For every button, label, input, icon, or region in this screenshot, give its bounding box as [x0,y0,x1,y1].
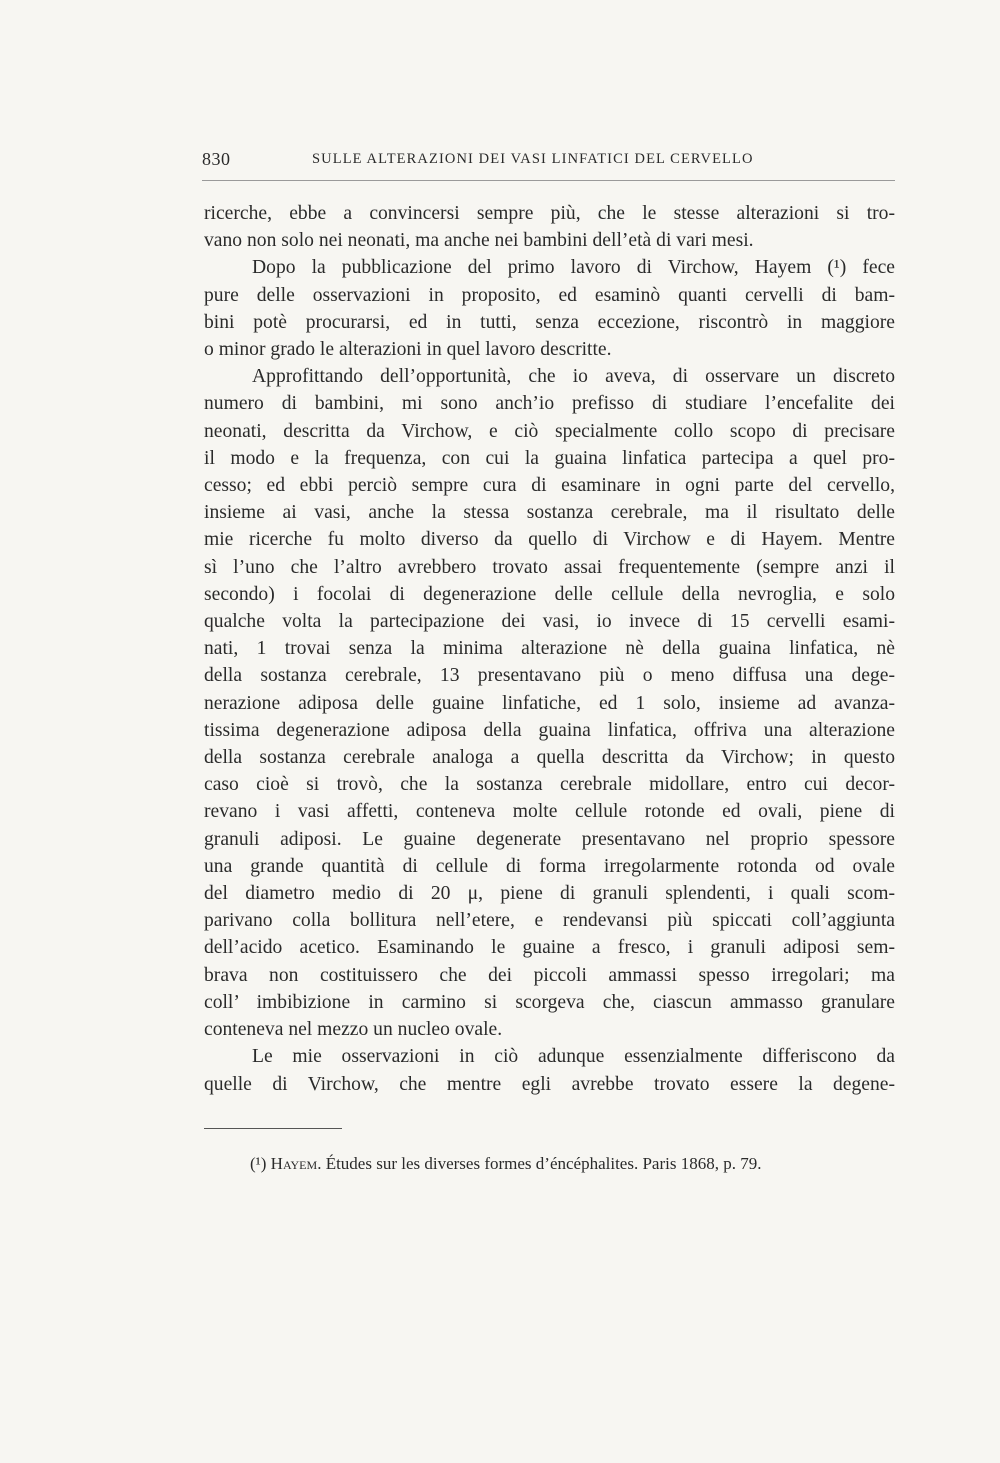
header-rule [202,180,895,181]
footnote [250,1154,761,1174]
running-head: SULLE ALTERAZIONI DEI VASI LINFATICI DEL CERVELLO [312,151,754,167]
text-line: nati, 1 trovai senza la minima alterazione nè della guaina linfatica, nè [204,638,895,660]
text-line: secondo) i focolai di degenerazione delle cellule della nevroglia, e solo [204,583,895,605]
page-number: 830 [202,149,231,169]
text-line: Approfittando dell’opportunità, che io aveva, di osservare un discreto [252,366,895,388]
text-line: coll’ imbibizione in carmino si scorgeva che, ciascun ammasso granulare [204,991,895,1013]
text-line: pure delle osservazioni in proposito, ed esaminò quanti cervelli di bam- [204,284,895,306]
text-line: conteneva nel mezzo un nucleo ovale. [204,1019,503,1041]
text-line: nerazione adiposa delle guaine linfatiche, ed 1 solo, insieme ad avanza- [204,692,895,714]
text-line: il modo e la frequenza, con cui la guaina linfatica partecipa a quel pro- [204,447,895,469]
text-line: dell’acido acetico. Esaminando le guaine a fresco, i granuli adiposi sem- [204,937,895,959]
text-line: insieme ai vasi, anche la stessa sostanza cerebrale, ma il risultato delle [204,502,895,524]
text-line: tissima degenerazione adiposa della guaina linfatica, offriva una alterazione [204,719,895,741]
text-line: qualche volta la partecipazione dei vasi, io invece di 15 cervelli esami- [204,611,895,633]
text-line: mie ricerche fu molto diverso da quello di Virchow e di Hayem. Mentre [204,529,895,551]
text-line: della sostanza cerebrale, 13 presentavano più o meno diffusa una dege- [204,665,895,687]
text-line: numero di bambini, mi sono anch’io prefisso di studiare l’encefalite dei [204,393,895,415]
text-line: ricerche, ebbe a convincersi sempre più, che le stesse alterazioni si tro- [204,203,895,224]
text-line: brava non costituissero che dei piccoli ammassi spesso irregolari; ma [204,964,895,986]
text-line: Dopo la pubblicazione del primo lavoro di Virchow, Hayem (¹) fece [252,257,895,279]
text-line: Le mie osservazioni in ciò adunque essenzialmente differiscono da [252,1046,895,1068]
text-line: della sostanza cerebrale analoga a quella descritta da Virchow; in questo [204,747,895,769]
footnote-marker: (¹) [250,1154,267,1173]
text-line: neonati, descritta da Virchow, e ciò specialmente collo scopo di precisare [204,420,895,442]
text-line: cesso; ed ebbi perciò sempre cura di esaminare in ogni parte del cervello, [204,475,895,497]
text-line: caso cioè si trovò, che la sostanza cerebrale midollare, entro cui decor- [204,774,895,796]
footnote-text: . Études sur les diverses formes d’éncéphalites. Paris 1868, p. 79. [317,1154,762,1173]
text-line: del diametro medio di 20 μ, piene di granuli splendenti, i quali scom- [204,883,895,905]
text-line: una grande quantità di cellule di forma irregolarmente rotonda od ovale [204,855,895,877]
text-line: parivano colla bollitura nell’etere, e rendevansi più spiccati coll’aggiunta [204,910,895,932]
text-line: bini potè procurarsi, ed in tutti, senza eccezione, riscontrò in maggiore [204,311,895,333]
text-line: o minor grado le alterazioni in quel lavoro descritte. [204,339,612,361]
footnote-author: Hayem [270,1154,318,1173]
text-line: granuli adiposi. Le guaine degenerate presentavano nel proprio spessore [204,828,895,850]
text-line: vano non solo nei neonati, ma anche nei bambini dell’età di vari mesi. [204,230,754,252]
footnote-rule [204,1128,342,1129]
text-line: revano i vasi affetti, conteneva molte cellule rotonde ed ovali, piene di [204,801,895,823]
body-text [204,200,895,1098]
text-line: quelle di Virchow, che mentre egli avrebbe trovato essere la degene- [204,1073,895,1095]
text-line: sì l’uno che l’altro avrebbero trovato assai frequentemente (sempre anzi il [204,556,895,578]
